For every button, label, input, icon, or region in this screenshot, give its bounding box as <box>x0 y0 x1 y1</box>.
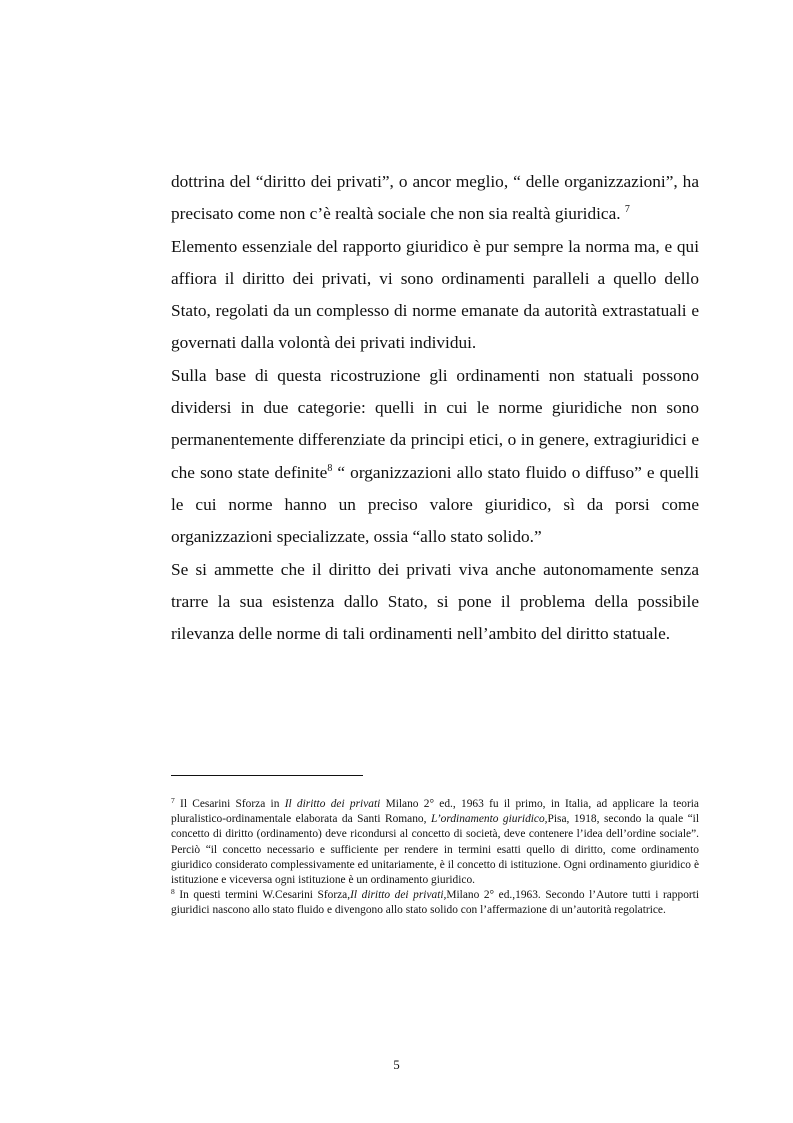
footnote-title-italic: Il diritto dei privati, <box>350 889 447 902</box>
paragraph-3-text-a: Sulla base di questa ricostruzione gli ordinamenti non statuali possono dividersi in due categorie: quelli in cui le norme giuridiche non sono permanentemente differenziate da principi etici, o in genere, extragiuridici e che sono state definite <box>171 365 699 482</box>
footnote-title-italic: L’ordinamento giuridico, <box>430 813 548 826</box>
footnote-title-italic: Il diritto dei privati <box>284 798 381 810</box>
paragraph-2: Elemento essenziale del rapporto giuridico è pur sempre la norma ma, e qui affiora il diritto dei privati, vi sono ordinamenti paralleli a quello dello Stato, regolati da un complesso di norme emanate da autorità extrastatuali e governati dalla volontà dei privati individui. <box>171 236 699 353</box>
paragraph-3-text-b: “ organizzazioni allo stato fluido o diffuso” e quelli le cui norme hanno un preciso valore giuridico, sì da porsi come organizzazioni specializzate, ossia “allo stato solido.” <box>171 462 699 547</box>
main-text <box>171 166 699 650</box>
footnote-7 <box>171 797 699 888</box>
footnote-separator <box>171 775 363 776</box>
paragraph-1-text: dottrina del “diritto dei privati”, o ancor meglio, “ delle organizzazioni”, ha precisato come non c’è realtà sociale che non sia realtà giuridica. <box>171 172 699 224</box>
footnote-ref-8[interactable]: 8 <box>327 462 333 474</box>
paragraph-4: Se si ammette che il diritto dei privati viva anche autonomamente senza trarre la sua esistenza dallo Stato, si pone il problema della possibile rilevanza delle norme di tali ordinamenti nell’ambito del diritto statuale. <box>171 559 699 644</box>
footnote-number: 7 <box>171 796 175 805</box>
footnote-ref-7[interactable]: 7 <box>624 204 630 216</box>
footnote-number: 8 <box>171 887 175 897</box>
footnote-text: Milano 2° ed., 1963 fu il primo, in Italia, ad applicare la teoria pluralistico-ordinamentale elaborata da Santi Romano, <box>171 798 699 826</box>
paragraph-1 <box>171 166 699 231</box>
footnote-text: Milano 2° ed.,1963. Secondo l’Autore tutti i rapporti giuridici nascono allo stato fluido e divengono allo stato solido con l’affermazione di un’autorità regolatrice. <box>171 889 700 917</box>
page-number: 5 <box>393 1057 400 1072</box>
footnote-text: Pisa, 1918, secondo la quale “il concetto di diritto (ordinamento) deve ricondursi al concetto di società, deve contenere l’idea dell’ordine sociale”. Perciò “il concetto necessario e sufficiente per rendere in termini esatti quello di diritto, come ordinamento giuridico considerato complessivamente ed unitariamente, è il concetto di istituzione. Ogni ordinamento giuridico è istituzione e viceversa ogni istituzione è un ordinamento giuridico. <box>171 813 699 887</box>
footnote-text: Il Cesarini Sforza in <box>174 798 285 810</box>
footnotes <box>171 797 699 919</box>
paragraph-3 <box>171 360 699 554</box>
footnote-text: In questi termini W.Cesarini Sforza, <box>174 889 351 902</box>
footnote-8 <box>171 888 699 918</box>
